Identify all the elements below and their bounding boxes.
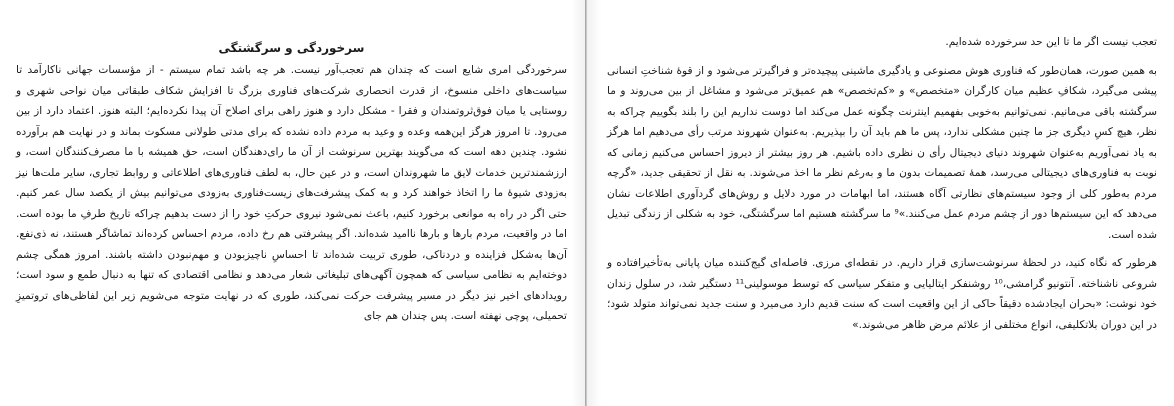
continuation-line: تعجب نیست اگر ما تا این حد سرخورده شده‌ایم.	[945, 36, 1157, 48]
right-paragraph: به همین صورت، همان‌طور که فناوری هوش مصنوعی و یادگیری ماشینی پیچیده‌تر و فراگیرتر می‌شود و از قوهٔ شناختِ انسانی پیشی می‌گیرد، شکافِ عظیم میان کارگران «متخصص» و «کم‌تخصص» هم عمیق‌تر می‌شود و مشاغل از بین می‌روند و ما سرگشته باقی می‌مانیم. نمی‌توانیم به‌خوبی بفهمیم اینترنت چگونه عمل می‌کند اما دوست نداریم این را بلند بگوییم چراکه به نظر، هیچ کسِ دیگری جز ما چنین مشکلی ندارد، پس ما هم باید آن را بپذیریم. به‌عنوان شهروند مرتب رأی می‌دهیم اما هرگز به یاد نمی‌آوریم به‌عنوان شهروند دنیای دیجیتال رأی ن نظری داده باشیم. هر روز بیشتر از دیروز احساس می‌کنیم زمانی که نوبت به فناوری‌های دیجیتالی می‌رسد، همهٔ تصمیمات بدون ما و به‌رغم نظر ما اخذ می‌شوند. به نقل از تحقیقی جدید، «گرچه مردم به‌طور کلی از وجود سیستم‌های نظارتی آگاه هستند، اما ابهامات در مورد دلایل و روش‌های گردآوری اطلاعات نشان می‌دهد که این سیستم‌ها دور از چشم مردم عمل می‌کنند.»⁹ ما سرگشته هستیم اما سرگشتگی، خود به شکلی از زندگی تبدیل شده است.	[607, 64, 1157, 241]
gutter-shadow	[571, 0, 585, 406]
section-heading: سرخوردگی و سرگشتگی	[218, 41, 365, 55]
left-paragraph: سرخوردگی امری شایع است که چندان هم تعجب‌آور نیست. هر چه باشد تمام سیستم - از مؤسسات جهانی ناکارآمد تا سیاست‌های داخلی منسوخ، از قدرت انحصاری شرکت‌های فناوری بزرگ تا افزایش شکاف طبقاتی میان نواحی شهری و روستایی یا میان فوق‌ثروتمندان و فقرا - مشکل دارد و هنوز راهی برای اصلاح آن پیدا نکرده‌ایم؛ البته هنوز. اعتماد دارد از بین می‌رود. تا امروز هرگز این‌همه وعده و وعید به مردم داده نشده که برای مدتی طولانی مسکوت بماند و در نهایت هم برآورده نشود. چندین دهه است که می‌گویند بهترین سرنوشت از آن ما رای‌دهندگان است، حق همیشه با ما مصرف‌کنندگان است، و ارزشمندترین خدمات لایق ما شهروندان است، و در عین حال، به لطف فناوری‌های اطلاعاتی و روابط تجاری، سایر ملت‌ها نیز به‌زودی شیوهٔ ما را اتخاذ خواهند کرد و به کمک پیشرفت‌های زیست‌فناوری به‌زودی می‌توانیم بیش از یکصد سال عمر کنیم. حتی اگر در راه به موانعی برخورد کنیم، باعث نمی‌شود نیروی حرکتِ خود را از دست بدهیم چراکه تاریخ طرفِ ما بوده است. اما در واقعیت، مردم بارها و بارها ناامید شده‌اند. اگر پیشرفتی هم رخ داده، مردم احساس کرده‌اند تماشاگر هستند، نه ذی‌نفع. آن‌ها به‌شکل فزاینده و دردناکی، طوری تربیت شده‌اند تا احساسِ ناچیزبودن و مهم‌نبودن داشته باشند. امروز همگی چشم دوخته‌ایم به نظامی سیاسی که همچون آگهی‌های تبلیغاتی شعار می‌دهد و نظامی اقتصادی که تنها به دنبال طمع و سود است؛ رویدادهای اخیر نیز دیگر در مسیر پیشرفت حرکت نمی‌کند، طوری که در نهایت متوجه می‌شویم زیر این لفاظی‌های تروتمیزِ تحمیلی، پوچی نهفته است. پس چندان هم جای	[16, 64, 567, 322]
right-paragraph: هرطور که نگاه کنید، در لحظهٔ سرنوشت‌سازی قرار داریم. در نقطه‌ای مرزی. فاصله‌ای گیج‌کننده میان پایانی به‌تأخیرافتاده و شروعی ناشناخته. آنتونیو گرامشی،¹⁰ روشنفکر ایتالیایی و متفکر سیاسی که توسط موسولینی¹¹ دستگیر شد، در سلول زندان خود نوشت: «بحران ایجادشده دقیقاً حاکی از این واقعیت است که سنت قدیم دارد می‌میرد و سنت جدید نمی‌تواند متولد شود؛ در این دوران بلاتکلیفی، انواع مختلفی از علائم مرض ظاهر می‌شوند.»	[607, 257, 1157, 331]
left-page	[0, 0, 585, 406]
right-page	[587, 0, 1174, 406]
gutter-shadow	[587, 0, 601, 406]
